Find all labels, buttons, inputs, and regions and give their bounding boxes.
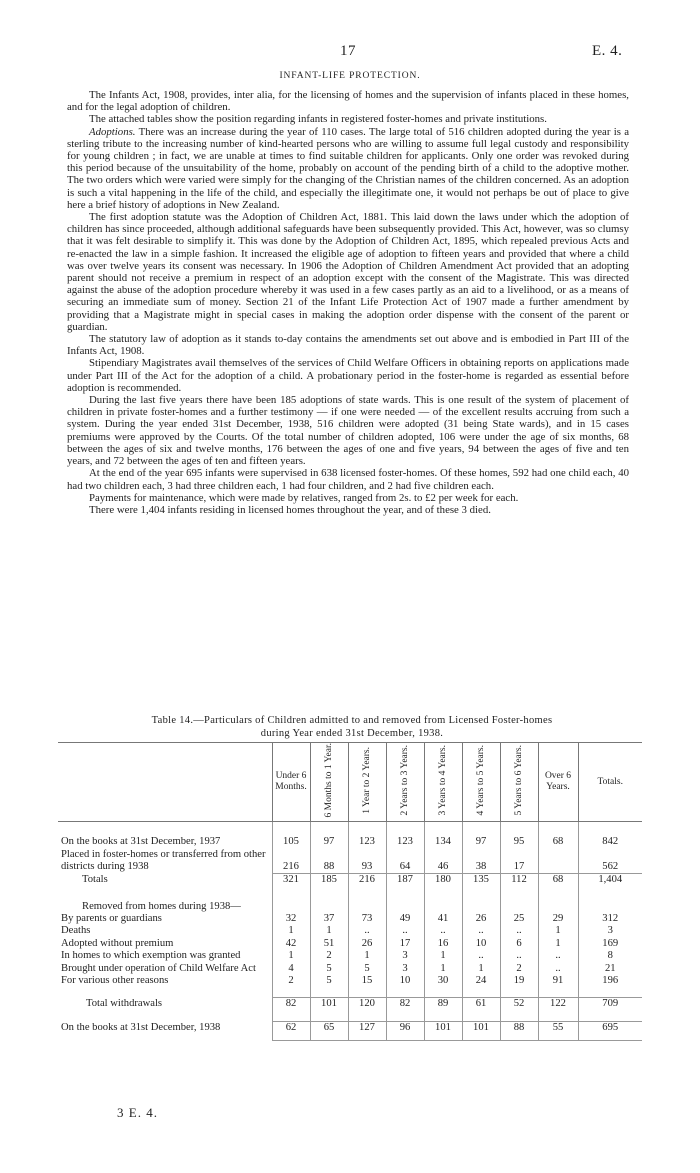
- table-cell: ..: [462, 950, 500, 962]
- table-cell: 68: [538, 836, 578, 848]
- table-cell: 3: [386, 950, 424, 962]
- table-cell: 2: [272, 975, 310, 987]
- table-row: [58, 938, 642, 950]
- table-cell: 68: [538, 874, 578, 887]
- column-header: Over 6 Years.: [538, 743, 578, 822]
- row-label: For various other reasons: [61, 975, 169, 986]
- table-cell: 55: [538, 1021, 578, 1034]
- table-cell: 321: [272, 874, 310, 887]
- table-cell: 26: [462, 913, 500, 925]
- table-cell: 1: [538, 938, 578, 950]
- table-cell: 1: [424, 963, 462, 975]
- row-label: Placed in foster-homes or transferred from other districts during 1938: [61, 848, 266, 873]
- row-label: On the books at 31st December, 1937: [61, 836, 221, 848]
- table-cell: 42: [272, 938, 310, 950]
- table-cell: 49: [386, 913, 424, 925]
- table-cell: 62: [272, 1021, 310, 1034]
- table-title-line: Table 14.—Particulars of Children admitted to and removed from Licensed Foster-homes: [151, 715, 553, 726]
- column-header: 2 Years to 3 Years.: [386, 743, 424, 822]
- table-cell: ..: [348, 925, 386, 937]
- table-cell: 25: [500, 913, 538, 925]
- table-cell: 185: [310, 874, 348, 887]
- table-cell: 216: [348, 874, 386, 887]
- table-cell: 312: [578, 913, 642, 925]
- paragraph: At the end of the year 695 infants were supervised in 638 licensed foster-homes. Of these homes, 592 had one child each, 40 had two children each, 3 had three children each, 1 had four children, and 2 had five children each.: [67, 467, 629, 492]
- table-cell: [310, 901, 348, 913]
- table-cell: 8: [578, 950, 642, 962]
- table-cell: 1: [462, 963, 500, 975]
- table-cell: 1,404: [578, 874, 642, 887]
- paragraph: Adoptions. There was an increase during the year of 110 cases. The large total of 516 children adopted during the year is a sterling tribute to the increasing number of kind-hearted persons who are willing to assume full legal custody and responsibility for young children ; in fact, we are unable at times to find suitable children for applicants. Only one order was revoked during this period because of the unsuitability of the home, probably on account of the pending birth of a child to the adoptive mother. The two orders which were varied were simply for the changing of the Christian names of the children concerned. As an adoption is such a vital happening in the life of the child, and especially the illegitimate one, it would not perhaps be out of place to give here a brief history of adoptions in New Zealand.: [67, 125, 629, 211]
- table-cell: [500, 901, 538, 913]
- paragraph: The attached tables show the position regarding infants in registered foster-homes and private institutions.: [89, 113, 547, 126]
- table-cell: 709: [578, 998, 642, 1011]
- paragraph: The statutory law of adoption as it stands to-day contains the amendments set out above and is embodied in Part III of the Infants Act, 1908.: [67, 333, 629, 358]
- table-cell: 19: [500, 975, 538, 987]
- row-label: Adopted without premium: [61, 937, 174, 949]
- table-cell: 64: [386, 849, 424, 874]
- table-cell: 26: [348, 938, 386, 950]
- row-label: By parents or guardians: [61, 912, 162, 924]
- table-row: [58, 913, 642, 925]
- table-cell: 6: [500, 938, 538, 950]
- table-cell: 73: [348, 913, 386, 925]
- row-label: On the books at 31st December, 1938: [61, 1021, 221, 1033]
- table-cell: 93: [348, 849, 386, 874]
- table-cell: 1: [538, 925, 578, 937]
- table-cell: 105: [272, 836, 310, 848]
- table-cell: 101: [462, 1021, 500, 1034]
- table-cell: 1: [310, 925, 348, 937]
- column-header: Under 6 Months.: [272, 743, 310, 822]
- table-row: [58, 1021, 642, 1034]
- table-cell: 122: [538, 998, 578, 1011]
- table-cell: 134: [424, 836, 462, 848]
- document-reference: E. 4.: [592, 43, 623, 59]
- column-header: 3 Years to 4 Years.: [424, 743, 462, 822]
- table-cell: 37: [310, 913, 348, 925]
- table-cell: 2: [500, 963, 538, 975]
- table-cell: 695: [578, 1021, 642, 1034]
- table-cell: 123: [386, 836, 424, 848]
- table-cell: 10: [386, 975, 424, 987]
- paragraph: During the last five years there have been 185 adoptions of state wards. This is one result of the system of placement of children in private foster-homes and a further testimony — if one were needed — of the excellent results accruing from such a system. During the year ended 31st December, 1938, 516 children were adopted (31 being State wards), and in 15 cases premiums were approved by the Courts. Of the total number of children adopted, 106 were under the age of six months, 68 between the ages of six and twelve months, 176 between the ages of one and five years, 94 between the ages of five and ten years, and 72 between the ages of ten and fifteen years.: [67, 394, 629, 468]
- table-cell: 89: [424, 998, 462, 1011]
- row-label: Removed from homes during 1938—: [82, 900, 241, 912]
- table-cell: 4: [272, 963, 310, 975]
- table-cell: 82: [272, 998, 310, 1011]
- table-cell: ..: [500, 925, 538, 937]
- table-cell: 3: [386, 963, 424, 975]
- table-cell: [272, 901, 310, 913]
- row-label: Totals: [82, 874, 108, 886]
- table-cell: 101: [310, 998, 348, 1011]
- table-row: [58, 849, 642, 874]
- table-cell: 46: [424, 849, 462, 874]
- table-title-line: during Year ended 31st December, 1938.: [260, 728, 444, 739]
- table-cell: 51: [310, 938, 348, 950]
- table-cell: ..: [500, 950, 538, 962]
- table-cell: [348, 901, 386, 913]
- table-cell: 187: [386, 874, 424, 887]
- table-cell: 562: [578, 849, 642, 874]
- table-cell: 88: [310, 849, 348, 874]
- table-cell: ..: [386, 925, 424, 937]
- table-row: [58, 998, 642, 1011]
- table-cell: 196: [578, 975, 642, 987]
- table-cell: [538, 901, 578, 913]
- table-row: [58, 950, 642, 962]
- table-cell: 127: [348, 1021, 386, 1034]
- table-cell: [578, 901, 642, 913]
- table-cell: ..: [538, 950, 578, 962]
- column-header: 5 Years to 6 Years.: [500, 743, 538, 822]
- spacer-row: [58, 987, 642, 998]
- table-cell: 3: [578, 925, 642, 937]
- table-row: [58, 963, 642, 975]
- column-header: 1 Year to 2 Years.: [348, 743, 386, 822]
- table-cell: ..: [424, 925, 462, 937]
- table-cell: 65: [310, 1021, 348, 1034]
- table-cell: 61: [462, 998, 500, 1011]
- column-header: 6 Months to 1 Year.: [310, 743, 348, 822]
- table-cell: 88: [500, 1021, 538, 1034]
- footer-reference: 3 E. 4.: [117, 1105, 158, 1120]
- paragraph: Stipendiary Magistrates avail themselves of the services of Child Welfare Officers in obtaining reports on applications made under Part III of the Act for the adoption of a child. A probationary period in the foster-home is regarded as essential before adoption is recommended.: [67, 357, 629, 394]
- table-cell: [538, 849, 578, 874]
- table-cell: 16: [424, 938, 462, 950]
- table-cell: 112: [500, 874, 538, 887]
- table-cell: 96: [386, 1021, 424, 1034]
- spacer-row: [58, 1011, 642, 1022]
- table-cell: ..: [462, 925, 500, 937]
- column-header: Totals.: [578, 743, 642, 822]
- stub-header: [58, 743, 272, 822]
- row-label: In homes to which exemption was granted: [61, 950, 241, 962]
- spacer-row: [58, 822, 642, 837]
- table-cell: 101: [424, 1021, 462, 1034]
- table-cell: 97: [462, 836, 500, 848]
- table-row: [58, 836, 642, 848]
- table-cell: 842: [578, 836, 642, 848]
- table-cell: 97: [310, 836, 348, 848]
- table-cell: 120: [348, 998, 386, 1011]
- table-cell: 24: [462, 975, 500, 987]
- table-cell: 5: [348, 963, 386, 975]
- table-cell: 5: [310, 975, 348, 987]
- foster-homes-table: [58, 742, 642, 1041]
- row-label: Brought under operation of Child Welfare Act: [61, 962, 256, 974]
- paragraph: The first adoption statute was the Adoption of Children Act, 1881. This laid down the laws under which the adoption of children has since proceeded, although additional safeguards have been subsequently provided. This Act, however, was so clumsy that it was felt desirable to simplify it. This was done by the Adoption of Children Act, 1895, which repealed previous Acts and re-enacted the law in a simple fashion. It increased the eligible age of adoption to fifteen years and provided that where a child was over twelve years its consent was necessary. In 1906 the Adoption of Children Amendment Act provided that an adopting parent should not receive a premium in respect of an adoption except with the consent of the Magistrate. This was directed against the abuse of the adoption procedure whereby it was used in a few cases partly as an aid to a livelihood, or as a means of securing an immediate sum of money. Section 21 of the Infant Life Protection Act of 1907 made a further amendment by providing that a Magistrate might in special cases in making the adoption order dispense with the consent of the parent or guardian.: [67, 211, 629, 333]
- table-cell: 1: [424, 950, 462, 962]
- table-cell: 1: [272, 950, 310, 962]
- table-row: [58, 901, 642, 913]
- table-cell: ..: [538, 963, 578, 975]
- body-text: [67, 89, 629, 516]
- section-heading: INFANT-LIFE PROTECTION.: [279, 71, 421, 81]
- table-cell: [424, 901, 462, 913]
- table-cell: 1: [348, 950, 386, 962]
- table-cell: 180: [424, 874, 462, 887]
- table-cell: 82: [386, 998, 424, 1011]
- table-cell: 135: [462, 874, 500, 887]
- table-cell: 38: [462, 849, 500, 874]
- page-number: 17: [340, 43, 356, 59]
- table-cell: 41: [424, 913, 462, 925]
- paragraph: The Infants Act, 1908, provides, inter alia, for the licensing of homes and the supervision of infants placed in these homes, and for the legal adoption of children.: [67, 89, 629, 114]
- table-cell: 21: [578, 963, 642, 975]
- table-header-row: [58, 743, 642, 822]
- table-cell: 123: [348, 836, 386, 848]
- table-cell: 91: [538, 975, 578, 987]
- table-cell: 5: [310, 963, 348, 975]
- spacer-row: [58, 887, 642, 901]
- table-cell: 17: [386, 938, 424, 950]
- table-cell: 169: [578, 938, 642, 950]
- table-row: [58, 874, 642, 887]
- table-cell: [386, 901, 424, 913]
- paragraph: Payments for maintenance, which were made by relatives, ranged from 2s. to £2 per week for each.: [89, 491, 519, 504]
- table-row: [58, 975, 642, 987]
- paragraph: There were 1,404 infants residing in licensed homes throughout the year, and of these 3 died.: [89, 503, 491, 516]
- table-title: [62, 714, 642, 740]
- table-cell: 29: [538, 913, 578, 925]
- table-cell: 32: [272, 913, 310, 925]
- paragraph-lead: Adoptions.: [89, 125, 136, 138]
- table-cell: 10: [462, 938, 500, 950]
- table-cell: 17: [500, 849, 538, 874]
- table-cell: [462, 901, 500, 913]
- table-cell: 15: [348, 975, 386, 987]
- spacer-row: [58, 1034, 642, 1041]
- row-label: Total withdrawals: [86, 998, 163, 1010]
- table-cell: 216: [272, 849, 310, 874]
- column-header: 4 Years to 5 Years.: [462, 743, 500, 822]
- table-cell: 1: [272, 925, 310, 937]
- row-label: Deaths: [61, 925, 91, 937]
- table-cell: 2: [310, 950, 348, 962]
- table-row: [58, 925, 642, 937]
- table-cell: 30: [424, 975, 462, 987]
- table-cell: 52: [500, 998, 538, 1011]
- table-cell: 95: [500, 836, 538, 848]
